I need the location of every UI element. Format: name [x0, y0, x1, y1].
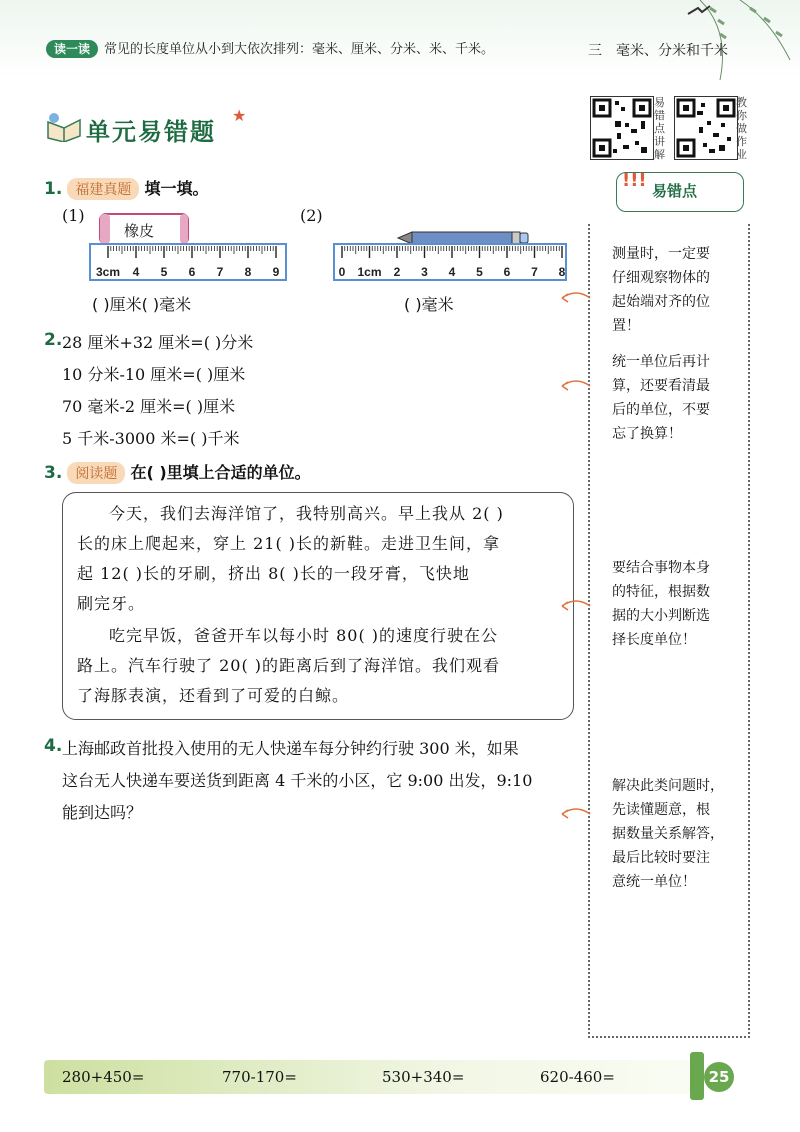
ruler-tick-label: 6	[503, 265, 511, 279]
tip-line: 先读懂题意，根	[612, 802, 710, 818]
tip-line: 统一单位后再计	[612, 354, 710, 370]
ruler-tick-label: 3cm	[95, 265, 121, 279]
qr-code-icon	[590, 96, 654, 160]
eraser-edge	[180, 214, 188, 244]
tip-line: 据数量关系解答，	[612, 826, 724, 842]
ruler-tick-label: 4	[132, 265, 140, 279]
ruler-tick-label: 5	[476, 265, 483, 279]
question-1-header	[44, 176, 209, 200]
practice-expression: 280+450=	[62, 1068, 145, 1086]
conversion-line: 70 毫米-2 厘米=( )厘米	[62, 397, 236, 416]
answer-line-2: ( )毫米	[404, 295, 454, 314]
ruler-tick-label: 7	[531, 265, 538, 279]
tip-line: 测量时，一定要	[612, 246, 710, 262]
answer-line-1: ( )厘米( )毫米	[92, 295, 192, 314]
conversion-line: 10 分米-10 厘米=( )厘米	[62, 365, 246, 384]
source-tag: 阅读题	[67, 462, 125, 484]
tip-line: 据的大小判断选	[612, 608, 710, 624]
ruler-tick-label: 9	[272, 265, 280, 279]
ruler-with-pencil	[332, 222, 572, 282]
unit-title	[588, 40, 728, 60]
pointer-arrow-icon	[558, 378, 592, 394]
part-2-label: (2)	[300, 206, 323, 225]
ruler-tick-label: 8	[558, 265, 566, 279]
practice-expression: 620-460=	[540, 1068, 615, 1086]
tip-line: 忘了换算！	[612, 426, 682, 442]
eraser-label: 橡皮	[124, 223, 155, 240]
tip-line: 后的单位，不要	[612, 402, 710, 418]
tip-line: 意统一单位！	[612, 874, 696, 890]
problem-line: 这台无人快递车要送货到距离 4 千米的小区，它 9:00 出发，9:10	[62, 771, 533, 790]
ruler-tick-label: 0	[338, 265, 346, 279]
ruler-tick-label: 8	[244, 265, 252, 279]
story-line: 路上。汽车行驶了 20( )的距离后到了海洋馆。我们观看	[77, 656, 501, 675]
question-number: 2.	[44, 330, 63, 350]
story-line: 吃完早饭，爸爸开车以每小时 80( )的速度行驶在公	[109, 626, 499, 645]
pencil-tip	[398, 232, 412, 244]
question-3-header	[44, 460, 311, 484]
practice-expression: 530+340=	[382, 1068, 465, 1086]
story-line: 长的床上爬起来，穿上 21( )长的新鞋。走进卫生间，拿	[77, 534, 501, 553]
tip-line: 的特征，根据数	[612, 584, 710, 600]
pencil-cap	[520, 233, 528, 243]
page-number: 25	[704, 1062, 734, 1092]
qr-label-homework: 教你做作业	[736, 96, 747, 161]
tip-line: 仔细观察物体的	[612, 270, 710, 286]
pencil-body	[412, 232, 512, 244]
problem-line: 能到达吗？	[62, 803, 143, 822]
story-line: 刷完牙。	[77, 594, 146, 613]
story-box	[62, 492, 574, 720]
story-line: 起 12( )长的牙刷，挤出 8( )长的一段牙膏，飞快地	[77, 564, 470, 583]
practice-expression: 770-170=	[222, 1068, 297, 1086]
conversion-line: 28 厘米+32 厘米=( )分米	[62, 333, 254, 352]
qr-label-explain: 易错点讲解	[654, 96, 665, 161]
section-title: 单元易错题	[86, 118, 216, 146]
tip-note-units	[612, 350, 742, 446]
question-prompt: 填一填。	[144, 179, 209, 198]
ruler-tick-label: 6	[188, 265, 196, 279]
question-number: 3.	[44, 463, 63, 483]
question-prompt: 在( )里填上合适的单位。	[130, 463, 311, 482]
pointer-arrow-icon	[558, 598, 592, 614]
ruler-tick-label: 5	[160, 265, 168, 279]
tip-line: 要结合事物本身	[612, 560, 710, 576]
question-number: 4.	[44, 736, 63, 756]
tip-line: 解决此类问题时，	[612, 778, 724, 794]
unit-number: 三	[588, 43, 602, 59]
ruler-tick-label: 4	[448, 265, 456, 279]
pointer-arrow-icon	[558, 806, 592, 822]
tip-line: 择长度单位！	[612, 632, 696, 648]
question-number: 1.	[44, 179, 63, 199]
pointer-arrow-icon	[558, 290, 592, 306]
qr-code-icon	[674, 96, 738, 160]
tip-note-word-problem	[612, 774, 742, 894]
tip-line: 置！	[612, 318, 640, 334]
ruler-tick-label: 7	[216, 265, 224, 279]
unit-title-text: 毫米、分米和千米	[616, 43, 728, 59]
star-icon: ★	[232, 106, 247, 125]
ruler-tick-labels	[339, 265, 566, 279]
ruler-tick-label: 2	[393, 265, 401, 279]
tips-header-label: 易错点	[652, 182, 698, 200]
tip-line: 起始端对齐的位	[612, 294, 710, 310]
tip-line: 算，还要看清最	[612, 378, 710, 394]
read-aloud-tip: 常见的长度单位从小到大依次排列：毫米、厘米、分米、米、千米。	[104, 42, 495, 57]
bamboo-decoration	[690, 1052, 704, 1100]
story-line: 了海豚表演，还看到了可爱的白鲸。	[77, 686, 350, 705]
tip-note-measure	[612, 242, 742, 338]
part-1-label: (1)	[62, 206, 85, 225]
eraser-edge	[100, 214, 110, 244]
read-aloud-badge: 读一读	[46, 40, 98, 58]
ruler-tick-label: 3	[421, 265, 428, 279]
ruler-with-eraser	[88, 208, 292, 282]
problem-line: 上海邮政首批投入使用的无人快递车每分钟约行驶 300 米，如果	[62, 739, 519, 758]
conversion-line: 5 千米-3000 米=( )千米	[62, 429, 240, 448]
story-line: 今天，我们去海洋馆了，我特别高兴。早上我从 2( )	[109, 504, 504, 523]
tip-line: 最后比较时要注	[612, 850, 710, 866]
tip-note-choose-unit	[612, 556, 742, 652]
ruler-tick-label: 1cm	[357, 265, 382, 279]
exclamation-icon: !!!	[622, 170, 647, 191]
source-tag: 福建真题	[67, 178, 139, 200]
open-book-icon	[44, 112, 84, 142]
pencil-band	[512, 232, 520, 244]
